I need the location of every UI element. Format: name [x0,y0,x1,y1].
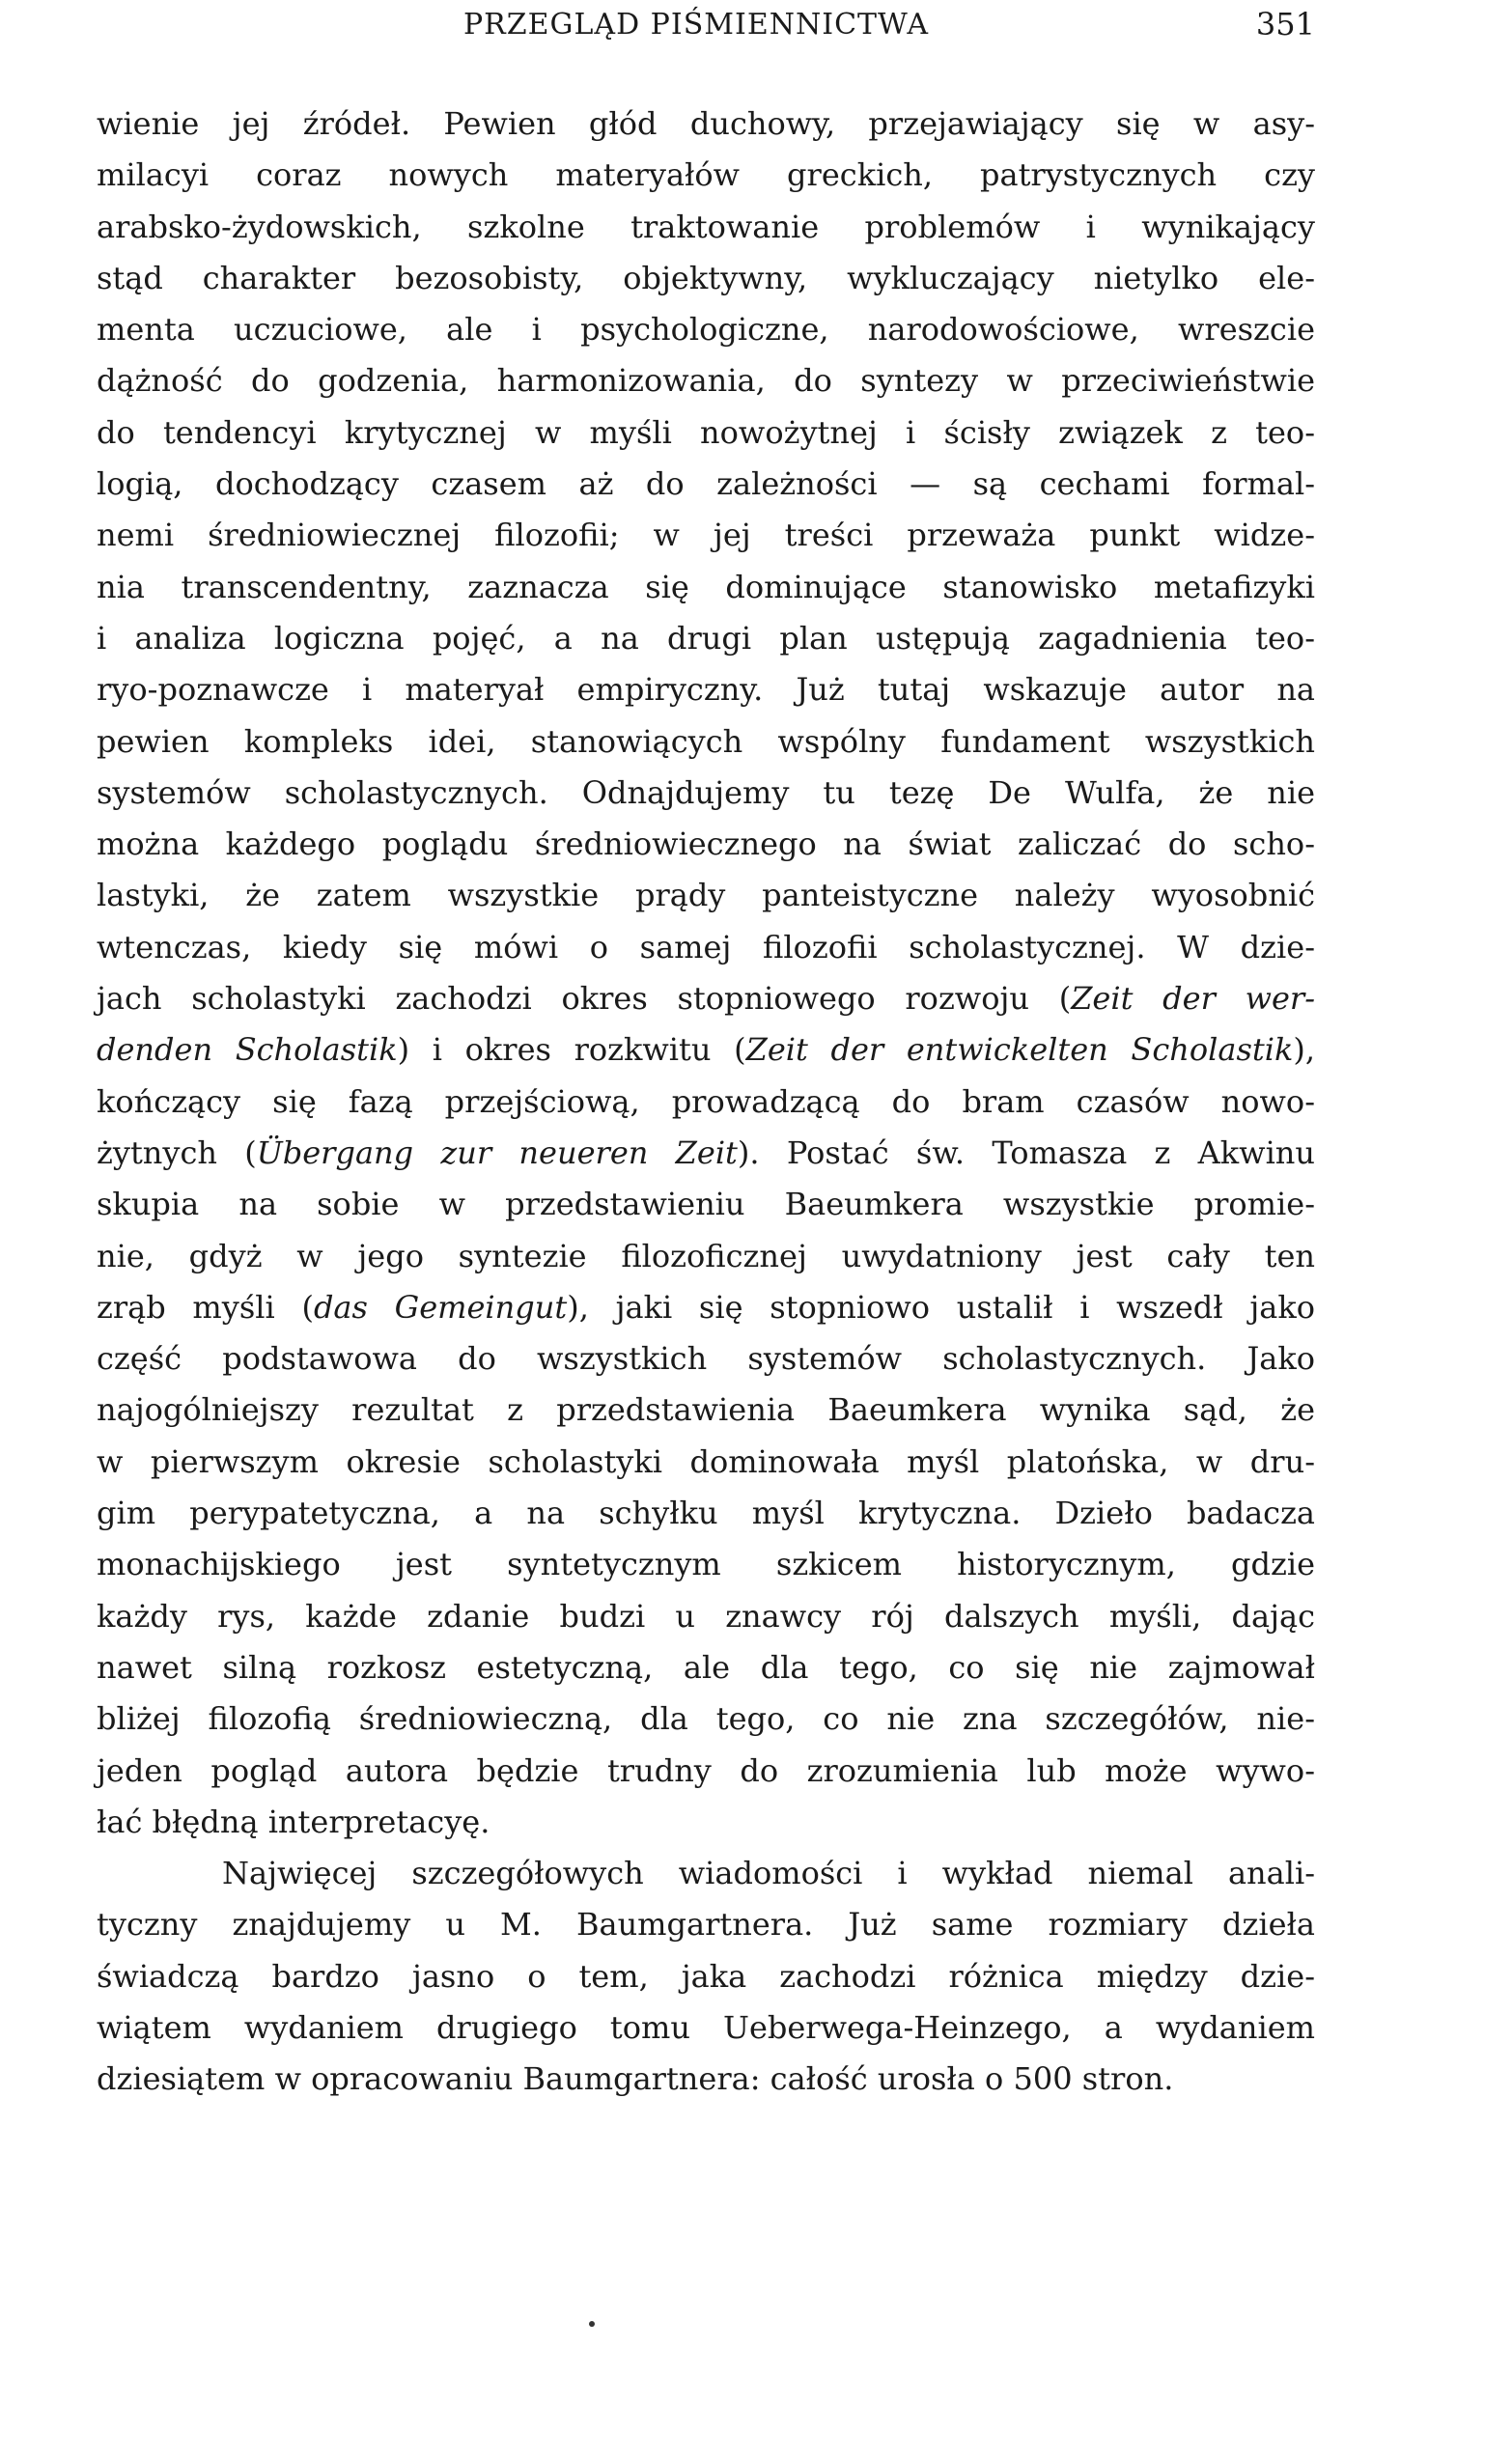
text-line: wtenczas, kiedy się mówi o samej filozofii scholastycznej. W dzie- [97,928,1315,965]
text-line: można każdego poglądu średniowiecznego na świat zaliczać do scho- [97,825,1315,863]
text-line: monachijskiego jest syntetycznym szkicem historycznym, gdzie [97,1546,1315,1583]
book-page [97,0,1315,2462]
text-line: arabsko-żydowskich, szkolne traktowanie problemów i wynikający [97,208,1315,245]
text-line: logią, dochodzący czasem aż do zależności — są cechami formal- [97,465,1315,503]
text-line: jeden pogląd autora będzie trudny do zrozumienia lub może wywo- [97,1751,1315,1789]
body-text [97,98,1315,2106]
ink-speck [589,2321,595,2327]
text-line: milacyi coraz nowych materyałów greckich, patrystycznych czy [97,156,1315,194]
text-line: lastyki, że zatem wszystkie prądy panteistyczne należy wyosobnić [97,877,1315,914]
italic-term: Übergang zur neueren Zeit [256,1133,738,1171]
text-line: denden Scholastik) i okres rozkwitu (Zeit der entwickelten Scholastik), [97,1031,1316,1069]
text-line: nie, gdyż w jego syntezie filozoficznej uwydatniony jest cały ten [97,1237,1315,1274]
text-line: skupia na sobie w przedstawieniu Baeumkera wszystkie promie- [97,1186,1315,1223]
running-title: PRZEGLĄD PIŚMIENNICTWA [463,8,930,42]
text-line: każdy rys, każde zdanie budzi u znawcy rój dalszych myśli, dając [97,1597,1315,1635]
text-line: stąd charakter bezosobisty, objektywny, wykluczający nietylko ele- [97,259,1315,296]
text-line: nia transcendentny, zaznacza się dominujące stanowisko metafizyki [97,568,1315,605]
text-line: w pierwszym okresie scholastyki dominowała myśl platońska, w dru- [97,1442,1315,1480]
text-line: wienie jej źródeł. Pewien głód duchowy, przejawiający się w asy- [97,105,1315,142]
text-line: Najwięcej szczegółowych wiadomości i wykład niemal anali- [222,1855,1315,1892]
text-line: dążność do godzenia, harmonizowania, do syntezy w przeciwieństwie [97,362,1315,400]
text-line: najogólniejszy rezultat z przedstawienia Baeumkera wynika sąd, że [97,1391,1315,1429]
text-line: zrąb myśli (das Gemeingut), jaki się stopniowo ustalił i wszedł jako [97,1288,1316,1326]
text-line: tyczny znajdujemy u M. Baumgartnera. Już same rozmiary dzieła [97,1906,1315,1944]
text-line: część podstawowa do wszystkich systemów scholastycznych. Jako [97,1340,1315,1378]
text-line: bliżej filozofią średniowieczną, dla tego, co nie zna szczegółów, nie- [97,1700,1315,1738]
text-line: ryo-poznawcze i materyał empiryczny. Już tutaj wskazuje autor na [97,671,1315,709]
text-line: żytnych (Übergang zur neueren Zeit). Postać św. Tomasza z Akwinu [97,1133,1316,1171]
text-line: nawet silną rozkosz estetyczną, ale dla tego, co się nie zajmował [97,1648,1315,1686]
page-number: 351 [1255,6,1315,42]
text-line: pewien kompleks idei, stanowiących wspólny fundament wszystkich [97,722,1315,760]
text-line: systemów scholastycznych. Odnajdujemy tu tezę De Wulfa, że nie [97,773,1315,811]
text-line: łać błędną interpretacyę. [97,1803,490,1840]
text-line: do tendencyi krytycznej w myśli nowożytnej i ścisły związek z teo- [97,413,1315,451]
text-line: dziesiątem w opracowaniu Baumgartnera: całość urosła o 500 stron. [97,2060,1174,2098]
italic-term: Zeit der entwickelten Scholastik [745,1031,1294,1069]
italic-term: das Gemeingut [313,1288,568,1326]
text-line: świadczą bardzo jasno o tem, jaka zachodzi różnica między dzie- [97,1957,1315,1995]
running-header [97,8,1315,56]
text-line: jach scholastyki zachodzi okres stopniowego rozwoju (Zeit der wer- [97,980,1316,1018]
text-line: i analiza logiczna pojęć, a na drugi plan ustępują zagadnienia teo- [97,619,1315,657]
text-line: nemi średniowiecznej filozofii; w jej treści przeważa punkt widze- [97,517,1315,554]
text-line: gim perypatetyczna, a na schyłku myśl krytyczna. Dzieło badacza [97,1495,1315,1532]
text-line: wiątem wydaniem drugiego tomu Ueberwega-Heinzego, a wydaniem [97,2008,1315,2046]
italic-term: denden Scholastik [97,1031,398,1069]
text-line: menta uczuciowe, ale i psychologiczne, narodowościowe, wreszcie [97,311,1315,349]
italic-term: Zeit der wer- [1071,980,1316,1018]
text-line: kończący się fazą przejściową, prowadzącą do bram czasów nowo- [97,1082,1315,1120]
